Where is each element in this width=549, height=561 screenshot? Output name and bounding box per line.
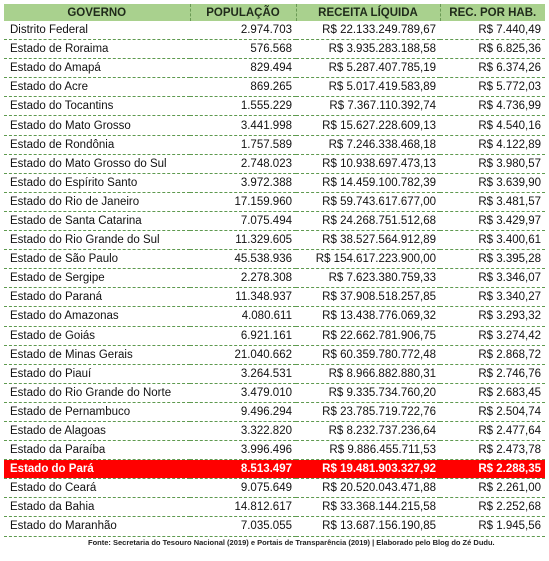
cell-receita-liquida: R$ 5.017.419.583,89 xyxy=(296,78,440,97)
cell-receita-liquida: R$ 7.367.110.392,74 xyxy=(296,97,440,116)
cell-populacao: 9.496.294 xyxy=(190,402,296,421)
cell-populacao: 1.555.229 xyxy=(190,97,296,116)
cell-rec-por-hab: R$ 2.477,64 xyxy=(440,421,545,440)
cell-governo: Estado do Rio Grande do Sul xyxy=(4,231,190,250)
cell-receita-liquida: R$ 19.481.903.327,92 xyxy=(296,460,440,479)
cell-receita-liquida: R$ 8.232.737.236,64 xyxy=(296,421,440,440)
cell-receita-liquida: R$ 13.687.156.190,85 xyxy=(296,517,440,536)
cell-populacao: 14.812.617 xyxy=(190,498,296,517)
cell-populacao: 9.075.649 xyxy=(190,479,296,498)
cell-receita-liquida: R$ 7.623.380.759,33 xyxy=(296,269,440,288)
cell-receita-liquida: R$ 14.459.100.782,39 xyxy=(296,173,440,192)
cell-populacao: 2.748.023 xyxy=(190,154,296,173)
table-row xyxy=(4,135,545,154)
cell-rec-por-hab: R$ 3.429,97 xyxy=(440,211,545,230)
table-row xyxy=(4,479,545,498)
table-row xyxy=(4,116,545,135)
revenue-table xyxy=(4,4,545,537)
cell-populacao: 4.080.611 xyxy=(190,307,296,326)
cell-governo: Estado de Minas Gerais xyxy=(4,345,190,364)
cell-rec-por-hab: R$ 3.346,07 xyxy=(440,269,545,288)
cell-populacao: 3.972.388 xyxy=(190,173,296,192)
cell-populacao: 7.035.055 xyxy=(190,517,296,536)
cell-populacao: 2.278.308 xyxy=(190,269,296,288)
cell-receita-liquida: R$ 22.133.249.789,67 xyxy=(296,21,440,40)
table-header xyxy=(4,4,545,21)
table-row xyxy=(4,269,545,288)
cell-governo: Estado do Rio de Janeiro xyxy=(4,192,190,211)
cell-populacao: 1.757.589 xyxy=(190,135,296,154)
table-row xyxy=(4,441,545,460)
cell-rec-por-hab: R$ 4.540,16 xyxy=(440,116,545,135)
table-row xyxy=(4,421,545,440)
table-row xyxy=(4,326,545,345)
table-row xyxy=(4,192,545,211)
cell-governo: Estado do Piauí xyxy=(4,364,190,383)
cell-governo: Estado de Sergipe xyxy=(4,269,190,288)
cell-rec-por-hab: R$ 3.400,61 xyxy=(440,231,545,250)
cell-receita-liquida: R$ 38.527.564.912,89 xyxy=(296,231,440,250)
header-governo: GOVERNO xyxy=(4,4,190,21)
cell-governo: Estado do Paraná xyxy=(4,288,190,307)
table-row xyxy=(4,402,545,421)
table-row xyxy=(4,498,545,517)
cell-populacao: 11.348.937 xyxy=(190,288,296,307)
cell-populacao: 2.974.703 xyxy=(190,21,296,40)
cell-governo: Estado do Amapá xyxy=(4,59,190,78)
cell-rec-por-hab: R$ 4.122,89 xyxy=(440,135,545,154)
cell-governo: Estado de Santa Catarina xyxy=(4,211,190,230)
cell-governo: Estado do Mato Grosso xyxy=(4,116,190,135)
cell-receita-liquida: R$ 24.268.751.512,68 xyxy=(296,211,440,230)
cell-rec-por-hab: R$ 3.980,57 xyxy=(440,154,545,173)
cell-rec-por-hab: R$ 1.945,56 xyxy=(440,517,545,536)
cell-populacao: 829.494 xyxy=(190,59,296,78)
cell-rec-por-hab: R$ 6.825,36 xyxy=(440,40,545,59)
table-row xyxy=(4,21,545,40)
cell-governo: Estado da Bahia xyxy=(4,498,190,517)
source-note: Fonte: Secretaria do Tesouro Nacional (2019) e Portais de Transparência (2019) | Elaborado pelo Blog do Zé Dudu. xyxy=(88,538,495,547)
cell-rec-por-hab: R$ 7.440,49 xyxy=(440,21,545,40)
table-row xyxy=(4,383,545,402)
cell-receita-liquida: R$ 3.935.283.188,58 xyxy=(296,40,440,59)
cell-populacao: 6.921.161 xyxy=(190,326,296,345)
cell-receita-liquida: R$ 20.520.043.471,88 xyxy=(296,479,440,498)
cell-governo: Estado do Mato Grosso do Sul xyxy=(4,154,190,173)
header-row xyxy=(4,4,545,21)
cell-governo: Estado de Pernambuco xyxy=(4,402,190,421)
table-row xyxy=(4,250,545,269)
cell-rec-por-hab: R$ 3.293,32 xyxy=(440,307,545,326)
cell-receita-liquida: R$ 37.908.518.257,85 xyxy=(296,288,440,307)
cell-populacao: 3.441.998 xyxy=(190,116,296,135)
cell-receita-liquida: R$ 15.627.228.609,13 xyxy=(296,116,440,135)
cell-rec-por-hab: R$ 5.772,03 xyxy=(440,78,545,97)
cell-receita-liquida: R$ 33.368.144.215,58 xyxy=(296,498,440,517)
table-row xyxy=(4,78,545,97)
table-row xyxy=(4,307,545,326)
cell-governo: Estado de Roraima xyxy=(4,40,190,59)
cell-receita-liquida: R$ 7.246.338.468,18 xyxy=(296,135,440,154)
table-row xyxy=(4,211,545,230)
cell-receita-liquida: R$ 8.966.882.880,31 xyxy=(296,364,440,383)
cell-rec-por-hab: R$ 6.374,26 xyxy=(440,59,545,78)
cell-populacao: 3.996.496 xyxy=(190,441,296,460)
cell-receita-liquida: R$ 5.287.407.785,19 xyxy=(296,59,440,78)
cell-receita-liquida: R$ 9.886.455.711,53 xyxy=(296,441,440,460)
cell-rec-por-hab: R$ 3.395,28 xyxy=(440,250,545,269)
cell-receita-liquida: R$ 154.617.223.900,00 xyxy=(296,250,440,269)
cell-governo: Estado do Amazonas xyxy=(4,307,190,326)
table-body xyxy=(4,21,545,536)
cell-rec-por-hab: R$ 2.473,78 xyxy=(440,441,545,460)
cell-rec-por-hab: R$ 2.868,72 xyxy=(440,345,545,364)
cell-populacao: 869.265 xyxy=(190,78,296,97)
cell-rec-por-hab: R$ 2.288,35 xyxy=(440,460,545,479)
cell-rec-por-hab: R$ 2.504,74 xyxy=(440,402,545,421)
cell-governo: Estado do Espírito Santo xyxy=(4,173,190,192)
cell-populacao: 8.513.497 xyxy=(190,460,296,479)
cell-rec-por-hab: R$ 3.274,42 xyxy=(440,326,545,345)
cell-governo: Estado do Ceará xyxy=(4,479,190,498)
cell-receita-liquida: R$ 60.359.780.772,48 xyxy=(296,345,440,364)
cell-populacao: 3.264.531 xyxy=(190,364,296,383)
cell-rec-por-hab: R$ 3.340,27 xyxy=(440,288,545,307)
cell-governo: Estado do Maranhão xyxy=(4,517,190,536)
cell-rec-por-hab: R$ 3.481,57 xyxy=(440,192,545,211)
header-receita-liquida: RECEITA LÍQUIDA xyxy=(296,4,440,21)
cell-populacao: 3.322.820 xyxy=(190,421,296,440)
cell-governo: Estado do Rio Grande do Norte xyxy=(4,383,190,402)
cell-populacao: 3.479.010 xyxy=(190,383,296,402)
cell-governo: Estado do Pará xyxy=(4,460,190,479)
cell-governo: Distrito Federal xyxy=(4,21,190,40)
header-rec-por-hab: REC. POR HAB. xyxy=(440,4,545,21)
cell-governo: Estado da Paraíba xyxy=(4,441,190,460)
cell-governo: Estado de São Paulo xyxy=(4,250,190,269)
cell-receita-liquida: R$ 13.438.776.069,32 xyxy=(296,307,440,326)
cell-receita-liquida: R$ 10.938.697.473,13 xyxy=(296,154,440,173)
table-row xyxy=(4,231,545,250)
cell-rec-por-hab: R$ 2.252,68 xyxy=(440,498,545,517)
cell-governo: Estado do Acre xyxy=(4,78,190,97)
cell-governo: Estado de Goiás xyxy=(4,326,190,345)
cell-populacao: 21.040.662 xyxy=(190,345,296,364)
cell-receita-liquida: R$ 9.335.734.760,20 xyxy=(296,383,440,402)
cell-populacao: 576.568 xyxy=(190,40,296,59)
header-populacao: POPULAÇÃO xyxy=(190,4,296,21)
cell-populacao: 7.075.494 xyxy=(190,211,296,230)
table-row xyxy=(4,40,545,59)
table-row xyxy=(4,288,545,307)
cell-rec-por-hab: R$ 4.736,99 xyxy=(440,97,545,116)
table-row xyxy=(4,97,545,116)
cell-governo: Estado de Alagoas xyxy=(4,421,190,440)
table-row xyxy=(4,173,545,192)
cell-receita-liquida: R$ 59.743.617.677,00 xyxy=(296,192,440,211)
cell-rec-por-hab: R$ 2.746,76 xyxy=(440,364,545,383)
cell-governo: Estado de Rondônia xyxy=(4,135,190,154)
cell-rec-por-hab: R$ 3.639,90 xyxy=(440,173,545,192)
table-row xyxy=(4,154,545,173)
cell-receita-liquida: R$ 23.785.719.722,76 xyxy=(296,402,440,421)
cell-rec-por-hab: R$ 2.683,45 xyxy=(440,383,545,402)
table-row xyxy=(4,364,545,383)
cell-populacao: 45.538.936 xyxy=(190,250,296,269)
cell-receita-liquida: R$ 22.662.781.906,75 xyxy=(296,326,440,345)
cell-populacao: 17.159.960 xyxy=(190,192,296,211)
table-row xyxy=(4,345,545,364)
cell-rec-por-hab: R$ 2.261,00 xyxy=(440,479,545,498)
table-row xyxy=(4,59,545,78)
cell-governo: Estado do Tocantins xyxy=(4,97,190,116)
cell-populacao: 11.329.605 xyxy=(190,231,296,250)
table-row xyxy=(4,517,545,536)
table-row-highlighted xyxy=(4,460,545,479)
